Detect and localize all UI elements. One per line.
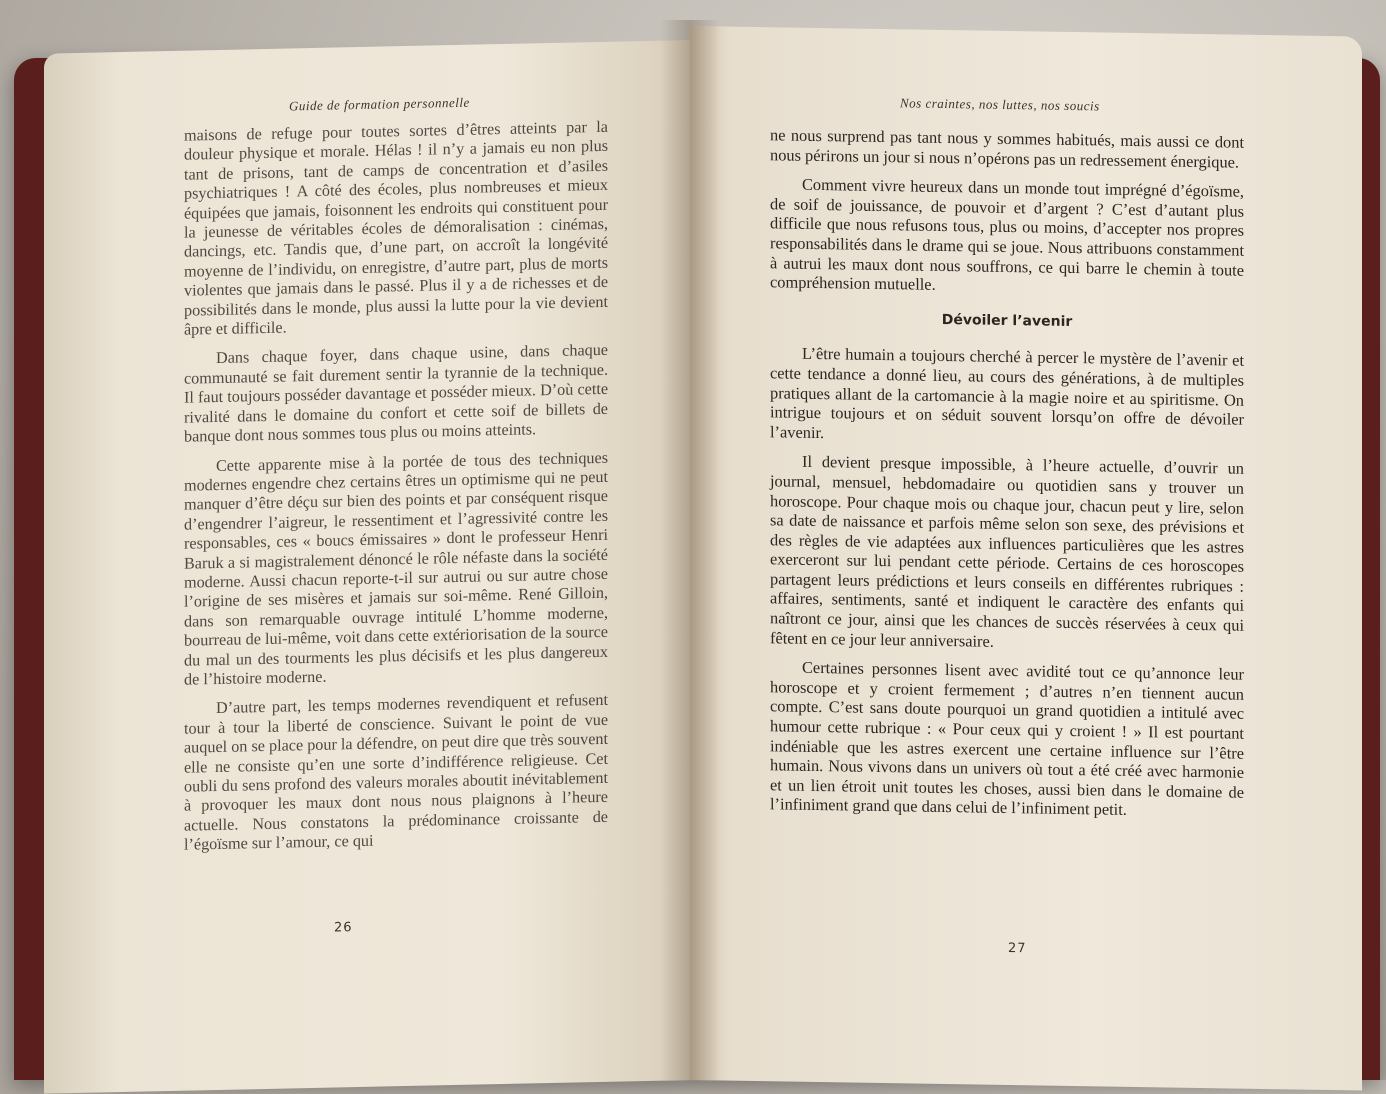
section-heading: Dévoiler l’avenir: [941, 311, 1073, 330]
left-paragraph-4: D’autre part, les temps modernes revendiquent et refusent tour à tour la liberté de conscience. Suivant le point de vue auquel on se place pour la défendre, on peut dire que très souvent elle ne consiste qu’en une sorte d’indifférence religieuse. Cet oubli du sens profond des valeurs morales aboutit inévitablement à provoquer les maux dont nous nous plaignons à l’heure actuelle. Nous constatons la prédominance croissante de l’égoïsme sur l’amour, ce qui: [184, 691, 608, 854]
left-running-head: Guide de formation personnelle: [289, 94, 470, 114]
right-paragraph-4: Il devient presque impossible, à l’heure actuelle, d’ouvrir un journal, mensuel, hebdomadaire ou quotidien sans y trouver un horoscope. Pour chaque mois ou chaque jour, chacun peut y lire, selon sa date de naissance et parfois même selon son sexe, des prévisions et des règles de vie adaptées aux influences particulières que les astres exerceront sur lui pendant cette période. Certains de ces horoscopes partagent leurs prédictions et leurs conseils en différentes rubriques : affaires, sentiments, santé et indiquent le caractère des enfants qui naîtront ce jour, ainsi que les chances de succès réservées à ceux qui fêtent en ce jour leur anniversaire.: [770, 452, 1244, 651]
right-paragraph-3: L’être humain a toujours cherché à percer le mystère de l’avenir et cette tendance a donné lieu, au cours des générations, à de multiples pratiques allant de la cartomancie à la magie noire et au spiritisme. On intrigue toujours et on séduit souvent lorsqu’on offre de dévoiler l’avenir.: [770, 344, 1244, 442]
right-text-block: [770, 125, 1244, 831]
left-paragraph-3: Cette apparente mise à la portée de tous des techniques modernes engendre chez certains êtres un optimisme qui ne peut manquer d’être déçu sur bien des points et par conséquent risque d’engendrer l’aigreur, le ressentiment et l’agressivité contre les responsables, ces « boucs émissaires » dont le professeur Henri Baruk a si magistralement dénoncé le rôle néfaste dans la société moderne. Aussi chacun reporte-t-il sur autrui ou sur autre chose l’origine de ses misères et jamais sur soi-même. René Gilloin, dans son remarquable ouvrage intitulé L’homme moderne, bourreau de lui-même, voit dans cette extériorisation de la source du mal un des tourments les plus décisifs et les plus dangereux de l’histoire moderne.: [184, 448, 608, 689]
right-paragraph-5: Certaines personnes lisent avec avidité tout ce qu’annonce leur horoscope et y croient fermement ; d’autres n’en tiennent aucun compte. C’est sans doute pourquoi un grand quotidien a intitulé avec humour cette rubrique : « Pour ceux qui y croient ! » Il est pourtant indéniable que les astres exercent une certaine influence sur l’être humain. Nous vivons dans un univers où tout a été créé avec harmonie et un lien étroit unit toutes les choses, aussi bien dans le domaine de l’infiniment grand que dans celui de l’infiniment petit.: [770, 658, 1244, 820]
left-paragraph-2: Dans chaque foyer, dans chaque usine, dans chaque communauté se fait durement sentir la tyrannie de la technique. Il faut toujours posséder davantage et posséder mieux. D’où cette rivalité dans le domaine du confort et cette soif de billets de banque dont nous sommes tous plus ou moins atteints.: [184, 341, 608, 446]
right-page: [690, 26, 1362, 1091]
left-text-block: [184, 118, 608, 866]
book-gutter-shadow: [660, 20, 720, 1080]
left-page: [44, 40, 694, 1094]
right-running-head: Nos craintes, nos luttes, nos soucis: [900, 95, 1100, 114]
right-page-number: 27: [1008, 940, 1027, 957]
left-page-number: 26: [334, 920, 353, 936]
right-paragraph-2: Comment vivre heureux dans un monde tout imprégné d’égoïsme, de soif de jouissance, de pouvoir et d’argent ? C’est d’autant plus difficile que nous refusons tous, plus ou moins, d’accepter nos propres responsabilités dans le drame qui se joue. Nous attribuons constamment à autrui les maux dont nous souffrons, ce qui barre le chemin à toute compréhension mutuelle.: [770, 174, 1244, 295]
right-paragraph-1: ne nous surprend pas tant nous y sommes habitués, mais aussi ce dont nous périrons un jour si nous n’opérons pas un redressement énergique.: [770, 125, 1244, 172]
left-paragraph-1: maisons de refuge pour toutes sortes d’êtres atteints par la douleur physique et morale. Hélas ! il n’y a jamais eu non plus tant de prisons, tant de camps de concentration et d’asiles psychiatriques ! A côté des écoles, plus nombreuses et mieux équipées que jamais, foisonnent les endroits qui constituent pour la jeunesse de véritables écoles de démoralisation : cinémas, dancings, etc. Tandis que, d’une part, on accroît la longévité moyenne de l’individu, on enregistre, d’autre part, plus de morts violentes que jamais dans le passé. Plus il y a de richesses et de possibilités dans le monde, plus aussi la lutte pour la vie devient âpre et difficile.: [184, 117, 608, 339]
